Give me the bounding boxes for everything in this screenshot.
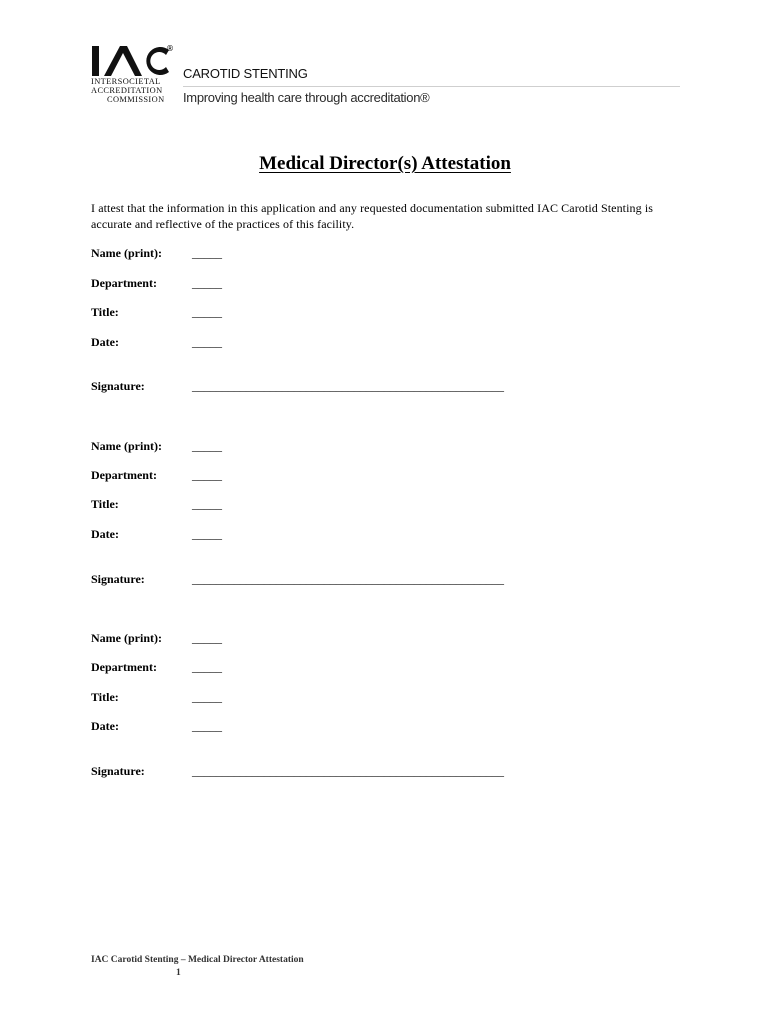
- date-label: Date:: [91, 335, 119, 349]
- title-label: Title:: [91, 497, 119, 511]
- logo-registered-mark: ®: [166, 44, 174, 53]
- department-label: Department:: [91, 276, 157, 290]
- name-label: Name (print):: [91, 246, 162, 260]
- department-label: Department:: [91, 468, 157, 482]
- department-field[interactable]: _____: [192, 660, 222, 674]
- date-field[interactable]: _____: [192, 527, 222, 541]
- name-field[interactable]: _____: [192, 246, 222, 260]
- attestation-statement: I attest that the information in this application and any requested documentation submitted IAC Carotid Stenting is accurate and reflective of the practices of this facility.: [91, 201, 654, 231]
- page-number: 1: [176, 968, 181, 978]
- name-label: Name (print):: [91, 439, 162, 453]
- program-name: CAROTID STENTING: [183, 66, 308, 81]
- signature-label: Signature:: [91, 764, 145, 778]
- department-field[interactable]: _____: [192, 468, 222, 482]
- header-divider: [183, 86, 680, 87]
- name-field[interactable]: _____: [192, 439, 222, 453]
- name-label: Name (print):: [91, 631, 162, 645]
- title-field[interactable]: _____: [192, 690, 222, 704]
- date-field[interactable]: _____: [192, 719, 222, 733]
- signature-label: Signature:: [91, 572, 145, 586]
- date-label: Date:: [91, 719, 119, 733]
- date-label: Date:: [91, 527, 119, 541]
- signature-field[interactable]: ____________________________________________________: [192, 764, 504, 778]
- signature-label: Signature:: [91, 379, 145, 393]
- footer-text: IAC Carotid Stenting – Medical Director Attestation: [91, 955, 304, 965]
- tagline: Improving health care through accreditation®: [183, 90, 430, 105]
- signature-field[interactable]: ____________________________________________________: [192, 379, 504, 393]
- date-field[interactable]: _____: [192, 335, 222, 349]
- logo-line-3: COMMISSION: [107, 95, 165, 104]
- page-title: [0, 153, 770, 175]
- title-label: Title:: [91, 690, 119, 704]
- iac-logo-mark: [90, 44, 172, 78]
- logo-line-2: ACCREDITATION: [91, 86, 163, 95]
- name-field[interactable]: _____: [192, 631, 222, 645]
- department-field[interactable]: _____: [192, 276, 222, 290]
- page-title-text: Medical Director(s) Attestation: [259, 153, 511, 174]
- title-field[interactable]: _____: [192, 497, 222, 511]
- iac-logo: [88, 44, 178, 104]
- department-label: Department:: [91, 660, 157, 674]
- title-label: Title:: [91, 305, 119, 319]
- logo-line-1: INTERSOCIETAL: [91, 77, 161, 86]
- signature-field[interactable]: ____________________________________________________: [192, 572, 504, 586]
- title-field[interactable]: _____: [192, 305, 222, 319]
